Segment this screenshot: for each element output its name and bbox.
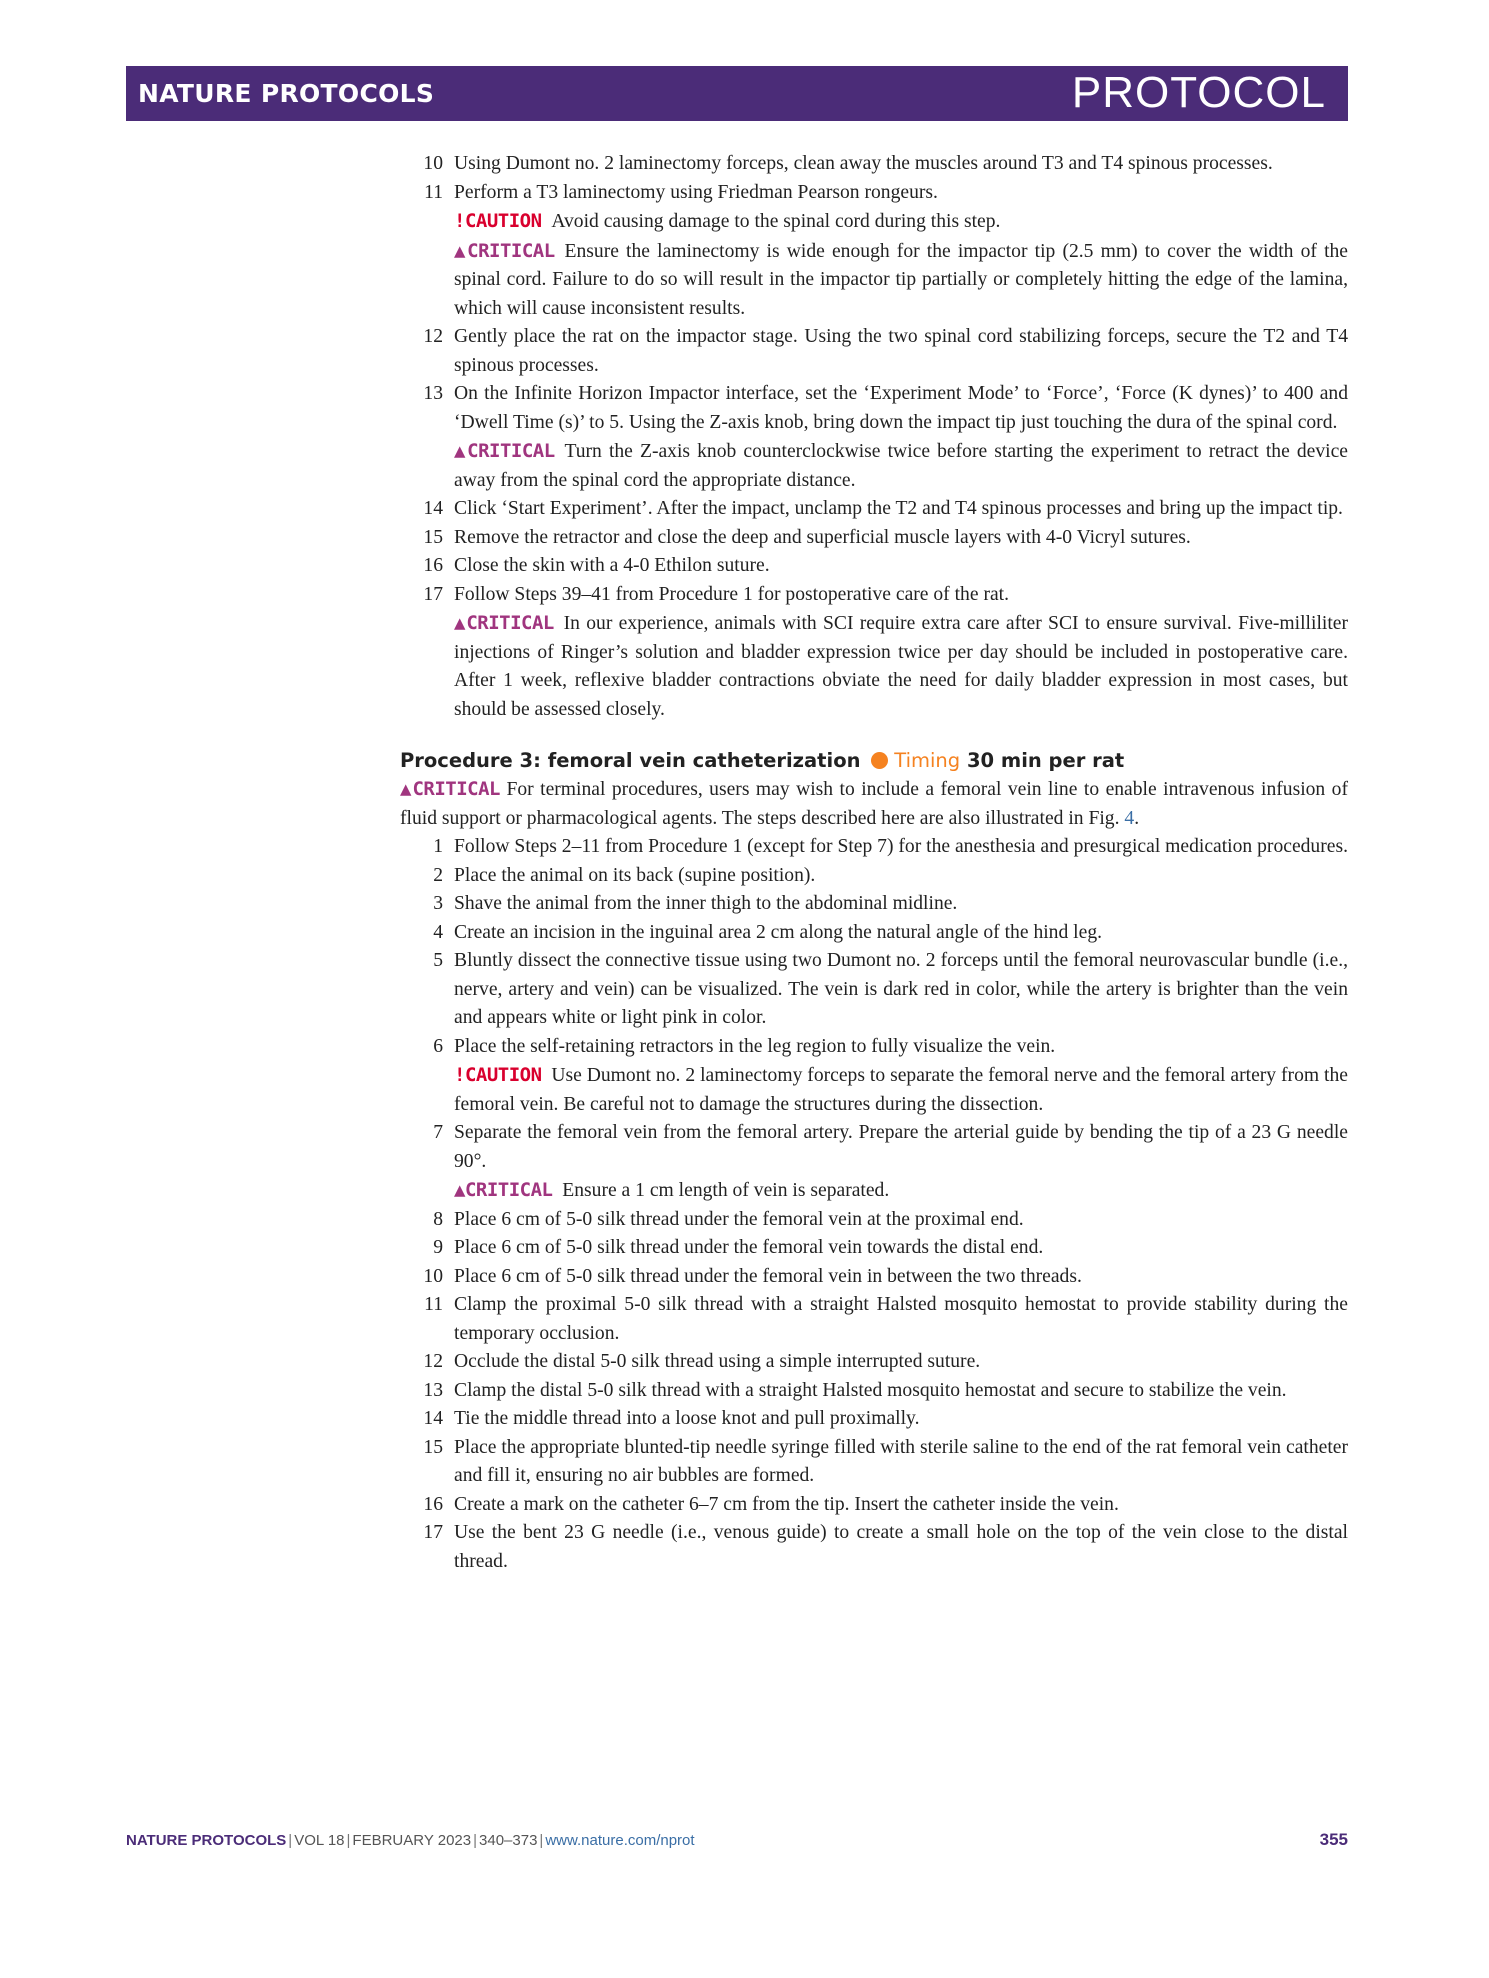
step-number: 7 <box>433 1122 443 1143</box>
timing-value: 30 min per rat <box>966 749 1125 772</box>
step-number: 16 <box>423 1493 443 1515</box>
step-item <box>400 581 1348 610</box>
step-item <box>400 552 1348 581</box>
step-text: Perform a T3 laminectomy using Friedman Pearson rongeurs. <box>454 181 938 203</box>
step-item <box>400 1263 1348 1292</box>
step-item <box>400 1519 1348 1576</box>
caution-label: !CAUTION <box>454 210 542 232</box>
step-item <box>400 1491 1348 1520</box>
critical-label: ▲CRITICAL <box>454 1179 553 1201</box>
step-text: Place the animal on its back (supine position). <box>454 864 816 886</box>
step-number: 10 <box>423 153 443 174</box>
step-text: Close the skin with a 4-0 Ethilon suture. <box>454 555 770 576</box>
step-text: Clamp the proximal 5-0 silk thread with a straight Halsted mosquito hemostat to provide stability during the temporary occlusion. <box>454 1294 1348 1344</box>
step-text: Place 6 cm of 5-0 silk thread under the femoral vein towards the distal end. <box>454 1237 1044 1258</box>
timing-label: Timing <box>894 749 961 772</box>
step-item <box>400 380 1348 437</box>
note-text: In our experience, animals with SCI require extra care after SCI to ensure survival. Five-milliliter injections of Ringer’s solution and bladder expression twice per day should be included in postoperative care. After 1 week, reflexive bladder contractions obviate the need for daily bladder expression in most cases, but should be assessed closely. <box>454 613 1348 720</box>
step-item <box>400 323 1348 380</box>
critical-note <box>400 437 1348 495</box>
step-text: Follow Steps 2–11 from Procedure 1 (except for Step 7) for the anesthesia and presurgical medication procedures. <box>454 836 1348 857</box>
step-item <box>400 1206 1348 1235</box>
step-item <box>400 495 1348 524</box>
note-text: Avoid causing damage to the spinal cord during this step. <box>551 211 1001 232</box>
critical-note <box>400 1176 1348 1206</box>
step-number: 9 <box>433 1237 443 1258</box>
step-text: Click ‘Start Experiment’. After the impact, unclamp the T2 and T4 spinous processes and bring up the impact tip. <box>454 498 1343 519</box>
step-text: Place 6 cm of 5-0 silk thread under the femoral vein at the proximal end. <box>454 1208 1024 1230</box>
step-number: 12 <box>423 326 443 347</box>
step-text: Separate the femoral vein from the femoral artery. Prepare the arterial guide by bending the tip of a 23 G needle 90°. <box>454 1122 1348 1172</box>
step-item <box>400 947 1348 1033</box>
step-text: Create an incision in the inguinal area 2 cm along the natural angle of the hind leg. <box>454 921 1103 943</box>
step-item <box>400 833 1348 862</box>
caution-note <box>400 1061 1348 1119</box>
step-text: Follow Steps 39–41 from Procedure 1 for postoperative care of the rat. <box>454 583 1010 605</box>
note-text: Ensure the laminectomy is wide enough for the impactor tip (2.5 mm) to cover the width of the spinal cord. Failure to do so will result in the impactor tip partially or completely hitting the edge of the lamina, which will cause inconsistent results. <box>454 240 1349 319</box>
step-number: 3 <box>433 893 443 914</box>
step-text: On the Infinite Horizon Impactor interface, set the ‘Experiment Mode’ to ‘Force’, ‘Force (K dynes)’ to 400 and ‘Dwell Time (s)’ to 5. Using the Z-axis knob, bring down the impact tip just touching the dura of the spinal cord. <box>454 383 1348 433</box>
step-item <box>400 1434 1348 1491</box>
figure-link[interactable]: 4 <box>1124 807 1135 829</box>
page-number: 355 <box>1319 1830 1348 1849</box>
caution-note <box>400 207 1348 237</box>
step-number: 5 <box>433 950 443 971</box>
step-number: 13 <box>423 383 443 404</box>
critical-label: ▲CRITICAL <box>454 612 554 634</box>
caution-label: !CAUTION <box>454 1064 542 1086</box>
step-item <box>400 890 1348 919</box>
journal-name: NATURE PROTOCOLS <box>138 79 435 108</box>
article-body <box>400 150 1348 1576</box>
step-text: Occlude the distal 5-0 silk thread using a simple interrupted suture. <box>454 1351 981 1372</box>
step-number: 6 <box>433 1035 443 1057</box>
step-text: Place the appropriate blunted-tip needle syringe filled with sterile saline to the end of the rat femoral vein catheter and fill it, ensuring no air bubbles are formed. <box>454 1436 1348 1486</box>
step-item <box>400 150 1348 179</box>
critical-label: ▲CRITICAL <box>454 440 555 462</box>
step-text: Shave the animal from the inner thigh to the abdominal midline. <box>454 893 958 914</box>
step-item <box>400 1033 1348 1062</box>
intro-text: For terminal procedures, users may wish to include a femoral vein line to enable intravenous infusion of fluid support or pharmacological agents. The steps described here are also illustrated in Fig. <box>400 779 1349 829</box>
step-item <box>400 862 1348 891</box>
step-number: 15 <box>423 1436 443 1458</box>
step-item <box>400 1377 1348 1406</box>
procedure-3-steps <box>400 833 1348 1576</box>
step-number: 14 <box>423 498 443 519</box>
step-item <box>400 1291 1348 1348</box>
step-number: 11 <box>424 1294 443 1315</box>
intro-end: . <box>1134 807 1140 829</box>
step-item <box>400 1234 1348 1263</box>
step-text: Use the bent 23 G needle (i.e., venous guide) to create a small hole on the top of the vein close to the distal thread. <box>454 1522 1348 1572</box>
step-text: Bluntly dissect the connective tissue using two Dumont no. 2 forceps until the femoral neurovascular bundle (i.e., nerve, artery and vein) can be visualized. The vein is dark red in color, while the artery is brighter than the vein and appears white or light pink in color. <box>454 950 1348 1028</box>
step-number: 15 <box>423 526 443 548</box>
procedure-2-steps <box>400 150 1348 724</box>
footer-date: FEBRUARY 2023 <box>352 1832 472 1849</box>
step-item <box>400 524 1348 553</box>
step-number: 4 <box>433 921 443 943</box>
procedure-3-intro <box>400 775 1348 833</box>
note-text: Use Dumont no. 2 laminectomy forceps to separate the femoral nerve and the femoral artery from the femoral vein. Be careful not to damage the structures during the dissection. <box>454 1065 1348 1115</box>
step-text: Using Dumont no. 2 laminectomy forceps, clean away the muscles around T3 and T4 spinous processes. <box>454 153 1273 174</box>
footer-url[interactable]: www.nature.com/nprot <box>545 1832 695 1849</box>
step-item <box>400 179 1348 208</box>
step-number: 10 <box>423 1265 443 1287</box>
footer-pages: 340–373 <box>479 1832 538 1849</box>
critical-note <box>400 609 1348 724</box>
critical-label: ▲CRITICAL <box>454 239 555 262</box>
step-number: 2 <box>433 864 443 886</box>
critical-label: ▲CRITICAL <box>400 778 501 800</box>
step-text: Place the self-retaining retractors in the leg region to fully visualize the vein. <box>454 1035 1056 1057</box>
footer-volume: VOL 18 <box>294 1832 345 1849</box>
step-number: 11 <box>424 181 443 203</box>
step-number: 1 <box>433 836 443 857</box>
step-text: Create a mark on the catheter 6–7 cm from the tip. Insert the catheter inside the vein. <box>454 1493 1119 1515</box>
step-text: Place 6 cm of 5-0 silk thread under the femoral vein in between the two threads. <box>454 1265 1082 1287</box>
step-text: Gently place the rat on the impactor stage. Using the two spinal cord stabilizing forceps, secure the T2 and T4 spinous processes. <box>454 326 1348 376</box>
step-text: Remove the retractor and close the deep and superficial muscle layers with 4-0 Vicryl sutures. <box>454 526 1191 548</box>
step-number: 17 <box>423 583 443 605</box>
step-number: 13 <box>423 1379 443 1401</box>
note-text: Turn the Z-axis knob counterclockwise twice before starting the experiment to retract the device away from the spinal cord the appropriate distance. <box>454 441 1348 491</box>
step-text: Tie the middle thread into a loose knot and pull proximally. <box>454 1408 920 1429</box>
step-item <box>400 1348 1348 1377</box>
article-type: PROTOCOL <box>1071 68 1326 117</box>
step-item <box>400 919 1348 948</box>
footer-journal: NATURE PROTOCOLS <box>126 1832 287 1849</box>
step-number: 12 <box>423 1351 443 1372</box>
step-number: 16 <box>423 555 443 576</box>
journal-header-bar <box>126 66 1348 121</box>
step-number: 8 <box>433 1208 443 1230</box>
procedure-3-heading <box>400 747 1348 775</box>
step-text: Clamp the distal 5-0 silk thread with a straight Halsted mosquito hemostat and secure to stabilize the vein. <box>454 1379 1287 1401</box>
procedure-3-title: Procedure 3: femoral vein catheterization <box>400 749 861 772</box>
timing-clock-icon <box>871 752 888 769</box>
page-footer: NATURE PROTOCOLS | VOL 18 | FEBRUARY 2023 | 340–373 | www.nature.com/nprot 355 <box>126 1830 1348 1849</box>
critical-note <box>400 237 1348 324</box>
step-number: 17 <box>423 1522 443 1543</box>
step-item <box>400 1405 1348 1434</box>
step-item <box>400 1119 1348 1176</box>
step-number: 14 <box>423 1408 443 1429</box>
note-text: Ensure a 1 cm length of vein is separated. <box>562 1180 890 1201</box>
